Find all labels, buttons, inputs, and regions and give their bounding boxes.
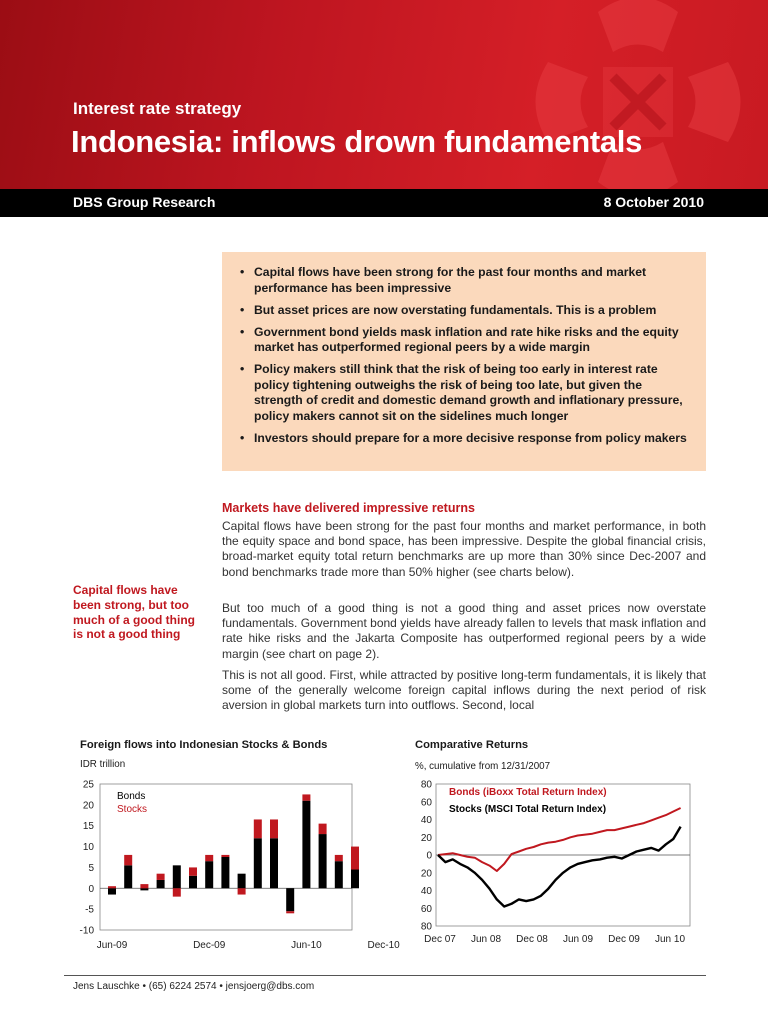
returns-y-tick-label: 20 (420, 868, 432, 880)
stocks-bar (254, 819, 262, 838)
section-heading: Markets have delivered impressive returns (222, 501, 475, 515)
returns-chart-unit: %, cumulative from 12/31/2007 (415, 761, 551, 772)
bonds-bar (157, 880, 165, 888)
stocks-bar (270, 819, 278, 838)
stocks-bar (173, 888, 181, 896)
summary-bullet: • Government bond yields mask inflation and rate hike risks and the equity market has outperformed regional peers by a wide margin (238, 325, 688, 356)
summary-box (222, 252, 706, 471)
returns-y-tick-label: 60 (420, 903, 432, 915)
stocks-legend-label: Stocks (MSCI Total Return Index) (449, 804, 607, 815)
stocks-bar (124, 855, 132, 865)
stocks-bar (351, 847, 359, 870)
bonds-bar (124, 865, 132, 888)
report-title: Indonesia: inflows drown fundamentals (71, 124, 643, 159)
flows-y-tick-label: -5 (85, 904, 94, 916)
bonds-bar (254, 838, 262, 888)
bonds-bar (335, 861, 343, 888)
returns-y-tick-label: 40 (420, 815, 432, 826)
bonds-bar (351, 870, 359, 889)
flows-y-tick-label: -10 (79, 925, 94, 937)
returns-x-tick-label: Jun 09 (562, 934, 594, 945)
stocks-bar (189, 867, 197, 875)
bonds-bar (189, 876, 197, 889)
stocks-bar (286, 911, 294, 913)
stocks-bar (302, 794, 310, 800)
returns-x-tick-label: Dec 09 (608, 934, 640, 945)
report-date: 8 October 2010 (603, 194, 704, 210)
summary-bullet: • Capital flows have been strong for the past four months and market performance has been impressive (238, 265, 688, 296)
flows-chart-title: Foreign flows into Indonesian Stocks & Bonds (80, 739, 328, 751)
stocks-bar (319, 824, 327, 834)
flows-y-tick-label: 0 (88, 883, 94, 895)
summary-bullet: • But asset prices are now overstating fundamentals. This is a problem (238, 303, 688, 319)
dbs-logo-icon (528, 0, 748, 197)
flows-y-tick-label: 10 (82, 842, 94, 854)
stocks-bar (238, 888, 246, 894)
returns-y-tick-label: 60 (420, 797, 432, 809)
bonds-legend-label: Bonds (117, 791, 146, 802)
bonds-return-line (438, 808, 681, 871)
bonds-bar (173, 865, 181, 888)
footer-contact: Jens Lauschke • (65) 6224 2574 • jensjoerg@dbs.com (73, 981, 315, 992)
returns-chart-svg (412, 772, 712, 957)
flows-y-tick-label: 5 (88, 862, 94, 874)
flows-chart-unit: IDR trillion (80, 759, 126, 770)
stocks-bar (108, 886, 116, 888)
summary-bullet: • Investors should prepare for a more decisive response from policy makers (238, 431, 688, 447)
body-paragraph: Capital flows have been strong for the past four months and market performance, in both the equity space and bond space, has been impressive. Despite the global financial crisis, broad-market equity total return benchmarks are up more than 30% since Dec-2007 and bond benchmarks trade more than 50% higher (see charts below). (222, 519, 706, 579)
stocks-bar (140, 884, 148, 888)
stocks-bar (335, 855, 343, 861)
bonds-bar (221, 857, 229, 888)
returns-y-tick-label: 0 (426, 850, 432, 862)
returns-chart (412, 772, 712, 957)
bonds-bar (205, 861, 213, 888)
stocks-bar (205, 855, 213, 861)
bonds-bar (270, 838, 278, 888)
body-paragraph: But too much of a good thing is not a good thing and asset prices now overstate fundamentals. Government bond yields have already fallen to levels that mask inflation and rate hike risks and the Jakarta Composite has outperformed regional peers by a wide margin (see chart on page 2). (222, 601, 706, 661)
bonds-bar (302, 801, 310, 889)
bonds-bar (140, 888, 148, 890)
bonds-legend-label: Bonds (iBoxx Total Return Index) (449, 787, 607, 798)
flows-x-tick-label: Jun-09 (96, 940, 128, 951)
report-header (0, 0, 768, 189)
returns-y-tick-label: 80 (420, 779, 432, 791)
flows-chart-svg (64, 772, 400, 957)
stocks-bar (157, 874, 165, 880)
bonds-bar (319, 834, 327, 888)
returns-chart-title: Comparative Returns (415, 739, 529, 751)
footer-divider (64, 975, 706, 976)
flows-x-tick-label: Dec-09 (193, 940, 226, 951)
flows-y-tick-label: 25 (82, 779, 94, 791)
flows-chart (64, 772, 400, 957)
returns-x-tick-label: Dec 07 (424, 934, 456, 945)
bonds-bar (108, 888, 116, 894)
stocks-legend-label: Stocks (117, 804, 148, 815)
stocks-return-line (438, 827, 681, 907)
returns-x-tick-label: Jun 10 (654, 934, 686, 945)
stocks-bar (221, 855, 229, 857)
header-info-bar (0, 189, 768, 217)
returns-y-tick-label: 20 (420, 832, 432, 844)
bonds-bar (286, 888, 294, 911)
flows-x-tick-label: Dec-10 (367, 940, 400, 951)
summary-bullet: • Policy makers still think that the risk of being too early in interest rate policy tightening outweighs the risk of being too late, but given the strength of credit and domestic demand growth and inflationary pressure, policy makers cannot sit on the sidelines much longer (238, 362, 688, 424)
body-paragraph: This is not all good. First, while attracted by positive long-term fundamentals, it is likely that some of the generally welcome foreign capital inflows during the next period of risk aversion in global markets turn into outflows. Second, local (222, 668, 706, 713)
returns-y-tick-label: 80 (420, 921, 432, 933)
flows-y-tick-label: 20 (82, 800, 94, 812)
returns-x-tick-label: Dec 08 (516, 934, 548, 945)
bonds-bar (238, 874, 246, 889)
returns-y-tick-label: 40 (420, 886, 432, 897)
organization-name: DBS Group Research (73, 194, 216, 210)
sidenote: Capital flows have been strong, but too much of a good thing is not a good thing (73, 583, 195, 642)
report-subtitle: Interest rate strategy (73, 99, 242, 118)
flows-x-tick-label: Jun-10 (291, 940, 322, 951)
returns-x-tick-label: Jun 08 (470, 934, 502, 945)
flows-y-tick-label: 15 (82, 821, 94, 833)
